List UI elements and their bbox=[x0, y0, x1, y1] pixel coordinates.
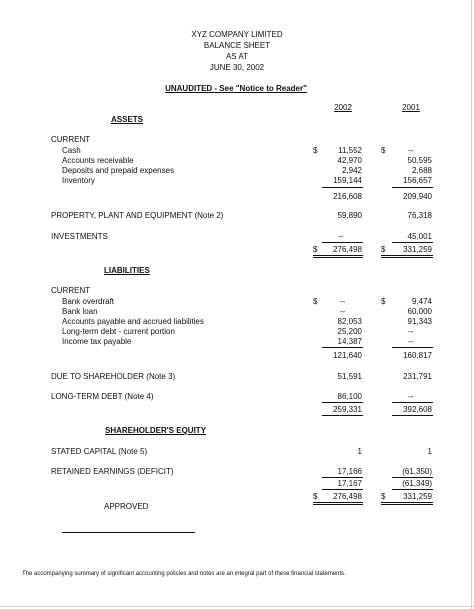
column-2001: 2001 bbox=[402, 103, 420, 112]
statement-title: BALANCE SHEET bbox=[203, 41, 271, 50]
grand-total-2001: 331,259 bbox=[403, 492, 432, 501]
grand-total-underline-2002-b bbox=[313, 504, 363, 505]
long-term-debt-2001: -- bbox=[408, 392, 414, 401]
liab-ap-label: Accounts payable and accrued liabilities bbox=[62, 317, 204, 326]
as-at-label: AS AT bbox=[225, 52, 249, 61]
investments-2002: -- bbox=[338, 232, 344, 241]
liab-ap-2001: 91,343 bbox=[407, 317, 432, 326]
liab-current-total-2002: 121,640 bbox=[333, 351, 362, 360]
assets-current-underline-2002 bbox=[322, 187, 363, 188]
liab-ltd-current-2002: 25,200 bbox=[337, 327, 362, 336]
liab-incometax-label: Income tax payable bbox=[62, 337, 132, 346]
equity-heading: SHAREHOLDER'S EQUITY bbox=[105, 426, 207, 435]
investments-label: INVESTMENTS bbox=[51, 232, 108, 241]
asset-deposits-label: Deposits and prepaid expenses bbox=[62, 166, 175, 175]
equity-underline-2001 bbox=[392, 477, 433, 478]
grand-total-cur-symbol: $ bbox=[313, 492, 318, 501]
liabilities-heading: LIABILITIES bbox=[104, 266, 150, 275]
investments-2001: 45,001 bbox=[407, 232, 432, 241]
liab-current-total-2001: 160,817 bbox=[403, 351, 432, 360]
investments-underline-2001 bbox=[392, 242, 433, 243]
liab-overdraft-pri-symbol: $ bbox=[381, 297, 386, 306]
liabilities-total-underline-2001 bbox=[392, 415, 433, 416]
asset-cash-label: Cash bbox=[62, 146, 81, 155]
grand-total-pri-symbol: $ bbox=[381, 492, 386, 501]
stated-capital-label: STATED CAPITAL (Note 5) bbox=[51, 447, 148, 456]
signature-line bbox=[62, 532, 195, 533]
liab-incometax-2001: -- bbox=[408, 337, 414, 346]
assets-total-underline-2001-a bbox=[381, 255, 433, 256]
footnote: The accompanying summary of significant accounting policies and notes are an integral part of these financial statements. bbox=[22, 571, 346, 577]
assets-current-underline-2001 bbox=[392, 187, 433, 188]
ppe-2002: 59,890 bbox=[337, 211, 362, 220]
asset-cash-cur-symbol: $ bbox=[313, 146, 318, 155]
ppe-label: PROPERTY, PLANT AND EQUIPMENT (Note 2) bbox=[51, 211, 224, 220]
equity-subtotal-2001: (61,349) bbox=[402, 479, 432, 488]
liab-ltd-current-2001: -- bbox=[408, 327, 414, 336]
investments-underline-2002 bbox=[322, 242, 363, 243]
liabilities-total-underline-2002 bbox=[322, 415, 363, 416]
equity-subtotal-2002: 17,167 bbox=[337, 479, 362, 488]
liab-incometax-2002: 14,387 bbox=[337, 337, 362, 346]
assets-total-underline-2002-b bbox=[313, 257, 363, 258]
assets-current-total-2001: 209,940 bbox=[403, 192, 432, 201]
grand-total-underline-2001-b bbox=[381, 504, 433, 505]
stated-capital-2001: 1 bbox=[427, 447, 432, 456]
liab-bankloan-2002: -- bbox=[340, 307, 346, 316]
asset-ar-label: Accounts receivable bbox=[62, 156, 134, 165]
liab-overdraft-cur-symbol: $ bbox=[313, 297, 318, 306]
long-term-debt-label: LONG-TERM DEBT (Note 4) bbox=[51, 392, 154, 401]
statement-date: JUNE 30, 2002 bbox=[209, 63, 265, 72]
liab-ap-2002: 82,053 bbox=[337, 317, 362, 326]
retained-earnings-2001: (61,350) bbox=[402, 467, 432, 476]
assets-total-underline-2002-a bbox=[313, 255, 363, 256]
due-shareholder-2001: 231,791 bbox=[403, 372, 432, 381]
liabilities-total-2001: 392,608 bbox=[403, 405, 432, 414]
asset-cash-2002: 11,552 bbox=[338, 146, 362, 155]
liab-overdraft-2001: 9,474 bbox=[411, 297, 432, 306]
assets-heading: ASSETS bbox=[111, 115, 144, 124]
company-name: XYZ COMPANY LIMITED bbox=[191, 30, 283, 39]
stated-capital-2002: 1 bbox=[357, 447, 362, 456]
equity-underline-2002 bbox=[322, 477, 363, 478]
page-border-right bbox=[471, 0, 472, 609]
asset-deposits-2001: 2,688 bbox=[411, 166, 432, 175]
ltd-underline-2002 bbox=[322, 402, 363, 403]
liab-overdraft-2002: -- bbox=[340, 297, 346, 306]
assets-current-total-2002: 216,608 bbox=[333, 192, 362, 201]
assets-total-underline-2001-b bbox=[381, 257, 433, 258]
assets-current-label: CURRENT bbox=[51, 135, 91, 144]
liabilities-total-2002: 259,331 bbox=[333, 405, 362, 414]
liab-ltd-current-label: Long-term debt - current portion bbox=[62, 327, 175, 336]
asset-cash-2001: -- bbox=[408, 146, 414, 155]
page-border-bottom bbox=[0, 606, 474, 607]
due-shareholder-2002: 51,591 bbox=[337, 372, 362, 381]
liab-current-underline-2002 bbox=[322, 347, 363, 348]
grand-total-2002: 276,498 bbox=[333, 492, 362, 501]
liab-bankloan-label: Bank loan bbox=[62, 307, 98, 316]
grand-total-underline-2001-a bbox=[381, 502, 433, 503]
equity-subtotal-underline-2001 bbox=[392, 489, 433, 490]
unaudited-notice: UNAUDITED - See "Notice to Reader" bbox=[165, 84, 307, 93]
grand-total-underline-2002-a bbox=[313, 502, 363, 503]
liab-bankloan-2001: 60,000 bbox=[407, 307, 432, 316]
liab-overdraft-label: Bank overdraft bbox=[62, 297, 115, 306]
retained-earnings-2002: 17,166 bbox=[337, 467, 362, 476]
assets-total-2002: 276,498 bbox=[333, 245, 362, 254]
long-term-debt-2002: 86,100 bbox=[337, 392, 362, 401]
assets-total-cur-symbol: $ bbox=[313, 245, 318, 254]
column-2002: 2002 bbox=[334, 103, 352, 112]
asset-cash-pri-symbol: $ bbox=[381, 146, 386, 155]
due-shareholder-label: DUE TO SHAREHOLDER (Note 3) bbox=[51, 372, 176, 381]
asset-inventory-2002: 159,144 bbox=[333, 176, 362, 185]
equity-subtotal-underline-2002 bbox=[322, 489, 363, 490]
liab-current-underline-2001 bbox=[392, 347, 433, 348]
ltd-underline-2001 bbox=[392, 402, 433, 403]
asset-inventory-2001: 156,657 bbox=[403, 176, 432, 185]
liabilities-current-label: CURRENT bbox=[51, 286, 91, 295]
retained-earnings-label: RETAINED EARNINGS (DEFICIT) bbox=[51, 467, 174, 476]
assets-total-pri-symbol: $ bbox=[381, 245, 386, 254]
asset-ar-2001: 50,595 bbox=[407, 156, 432, 165]
asset-inventory-label: Inventory bbox=[62, 176, 95, 185]
asset-ar-2002: 42,970 bbox=[337, 156, 362, 165]
approved-label: APPROVED bbox=[104, 502, 149, 511]
assets-total-2001: 331,259 bbox=[403, 245, 432, 254]
asset-deposits-2002: 2,942 bbox=[341, 166, 362, 175]
ppe-2001: 76,318 bbox=[407, 211, 432, 220]
